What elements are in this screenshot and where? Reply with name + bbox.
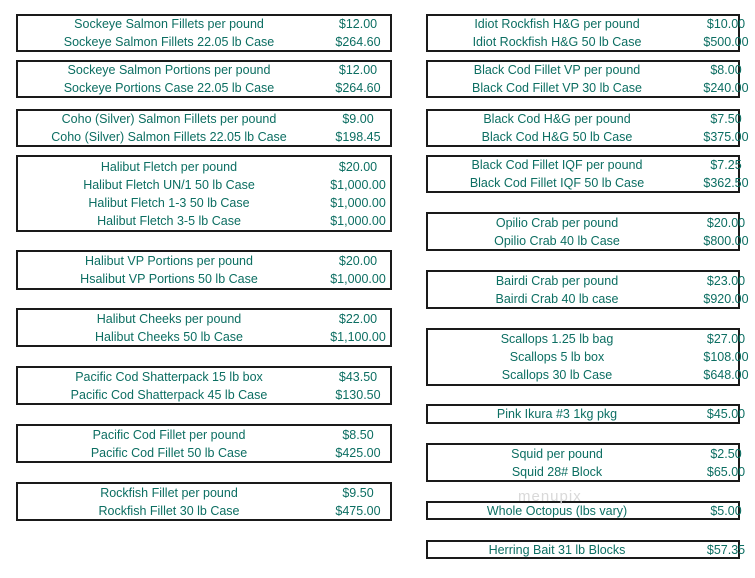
- item-name: Halibut Fletch UN/1 50 lb Case: [83, 177, 255, 192]
- item-name: Pacific Cod Fillet 50 lb Case: [90, 445, 248, 460]
- price-row: [428, 174, 749, 192]
- price-row: [428, 405, 746, 423]
- price-row: [428, 541, 746, 559]
- item-price: $57.35: [706, 542, 746, 557]
- right-price-box: [426, 270, 749, 309]
- right-price-box: [426, 60, 749, 98]
- item-price: $22.00: [338, 311, 378, 326]
- item-name: Halibut VP Portions per pound: [85, 254, 253, 268]
- item-price: $108.00: [703, 350, 749, 364]
- item-price: $9.50: [342, 485, 374, 500]
- item-name: Black Cod Fillet VP per pound: [473, 63, 641, 77]
- price-row: [428, 366, 749, 384]
- left-price-box: [16, 250, 392, 290]
- item-name: Black Cod H&G per pound: [483, 112, 631, 126]
- item-name: Sockeye Portions Case 22.05 lb Case: [63, 81, 275, 95]
- item-name: Black Cod H&G 50 lb Case: [481, 130, 633, 144]
- item-price: $8.50: [342, 427, 374, 442]
- item-price: $5.00: [710, 503, 742, 518]
- price-row: [428, 61, 742, 79]
- price-row: [18, 270, 390, 288]
- item-name: Rockfish Fillet 30 lb Case: [98, 503, 240, 518]
- item-price: $375.00: [703, 130, 749, 144]
- item-price: $264.60: [335, 35, 381, 49]
- item-price: $10.00: [706, 17, 746, 31]
- left-price-box: [16, 155, 392, 232]
- price-row: [18, 33, 390, 51]
- item-price: $240.00: [703, 81, 749, 95]
- item-name: Opilio Crab 40 lb Case: [494, 233, 620, 248]
- item-name: Halibut Fletch 1-3 50 lb Case: [88, 195, 250, 210]
- price-row: [428, 348, 749, 366]
- item-name: Bairdi Crab 40 lb case: [495, 291, 619, 306]
- item-price: $27.00: [706, 332, 746, 346]
- price-row: [428, 128, 749, 146]
- item-price: $9.00: [342, 112, 374, 126]
- left-price-box: [16, 109, 392, 147]
- item-name: Halibut Cheeks 50 lb Case: [95, 329, 243, 344]
- price-row: [18, 252, 390, 270]
- price-row: [428, 33, 749, 51]
- item-price: $8.00: [710, 63, 742, 77]
- price-row: [18, 502, 390, 520]
- left-price-box: [16, 482, 392, 521]
- item-price: $264.60: [335, 81, 381, 95]
- price-row: [428, 445, 742, 463]
- item-name: Sockeye Salmon Fillets per pound: [74, 17, 264, 31]
- item-name: Pink Ikura #3 1kg pkg: [496, 407, 618, 421]
- price-row: [18, 310, 390, 328]
- item-name: Black Cod Fillet IQF per pound: [471, 158, 643, 172]
- price-row: [428, 290, 749, 308]
- right-price-box: [426, 109, 749, 147]
- item-name: Halibut Fletch 3-5 lb Case: [97, 213, 241, 228]
- item-name: Scallops 30 lb Case: [501, 368, 613, 382]
- item-name: Idiot Rockfish H&G per pound: [474, 17, 640, 31]
- item-name: Scallops 1.25 lb bag: [500, 332, 614, 346]
- price-row: [18, 444, 390, 462]
- item-name: Halibut Fletch per pound: [100, 159, 238, 174]
- price-row: [18, 79, 390, 97]
- left-price-box: [16, 308, 392, 347]
- item-name: Squid per pound: [511, 446, 603, 461]
- item-price: $20.00: [338, 159, 378, 174]
- item-price: $45.00: [706, 407, 746, 421]
- item-name: Opilio Crab per pound: [495, 215, 619, 230]
- item-price: $12.00: [338, 63, 378, 77]
- item-name: Bairdi Crab per pound: [495, 273, 619, 288]
- price-row: [18, 386, 390, 404]
- price-row: [18, 15, 390, 33]
- price-row: [428, 330, 746, 348]
- right-price-box: [426, 14, 749, 52]
- price-row: [18, 484, 390, 502]
- right-price-box: [426, 155, 749, 193]
- price-row: [428, 232, 749, 250]
- right-price-box: [426, 328, 749, 386]
- item-price: $20.00: [706, 215, 746, 230]
- item-name: Black Cod Fillet IQF 50 lb Case: [469, 176, 645, 190]
- item-name: Pacific Cod Shatterpack 45 lb Case: [70, 387, 268, 402]
- item-price: $800.00: [703, 233, 749, 248]
- item-price: $2.50: [710, 446, 742, 461]
- price-row: [428, 110, 742, 128]
- item-name: Black Cod Fillet VP 30 lb Case: [472, 81, 642, 95]
- price-row: [18, 110, 390, 128]
- item-name: Halibut Cheeks per pound: [96, 311, 242, 326]
- item-price: $65.00: [706, 464, 746, 479]
- price-row: [428, 79, 749, 97]
- item-price: $1,100.00: [330, 329, 386, 344]
- right-price-box: [426, 501, 740, 520]
- item-name: Squid 28# Block: [511, 464, 603, 479]
- item-price: $23.00: [706, 273, 746, 288]
- left-price-box: [16, 14, 392, 52]
- right-price-box: [426, 540, 746, 559]
- item-price: $43.50: [338, 369, 378, 384]
- item-price: $648.00: [703, 368, 749, 382]
- item-name: Pacific Cod Fillet per pound: [92, 427, 246, 442]
- price-row: [428, 502, 742, 520]
- item-price: $425.00: [335, 445, 381, 460]
- price-row: [18, 426, 390, 444]
- price-row: [18, 61, 390, 79]
- price-row: [428, 15, 746, 33]
- price-row: [18, 368, 390, 386]
- price-row: [18, 158, 390, 176]
- left-price-box: [16, 424, 392, 463]
- right-price-box: [426, 443, 746, 482]
- item-name: Herring Bait 31 lb Blocks: [488, 542, 626, 557]
- item-name: Scallops 5 lb box: [509, 350, 605, 364]
- left-price-box: [16, 60, 392, 98]
- price-row: [18, 176, 390, 194]
- item-name: Hsalibut VP Portions 50 lb Case: [80, 272, 258, 286]
- item-name: Sockeye Salmon Fillets 22.05 lb Case: [63, 35, 275, 49]
- item-price: $12.00: [338, 17, 378, 31]
- item-name: Idiot Rockfish H&G 50 lb Case: [472, 35, 642, 49]
- item-price: $7.25: [710, 158, 742, 172]
- price-row: [18, 212, 390, 230]
- price-row: [18, 328, 390, 346]
- item-price: $1,000.00: [330, 272, 386, 286]
- left-price-box: [16, 366, 392, 405]
- right-price-box: [426, 404, 746, 424]
- menupix-watermark: menupix: [518, 488, 582, 505]
- item-name: Coho (Silver) Salmon Fillets per pound: [61, 112, 277, 126]
- price-row: [18, 194, 390, 212]
- price-row: [428, 272, 746, 290]
- item-name: Rockfish Fillet per pound: [100, 485, 238, 500]
- item-price: $362.50: [703, 176, 749, 190]
- item-price: $130.50: [335, 387, 381, 402]
- item-name: Whole Octopus (lbs vary): [486, 503, 628, 518]
- item-name: Coho (Silver) Salmon Fillets 22.05 lb Case: [51, 130, 287, 144]
- price-row: [428, 214, 746, 232]
- item-price: $1,000.00: [330, 177, 386, 192]
- item-price: $7.50: [710, 112, 742, 126]
- price-row: [428, 156, 742, 174]
- price-row: [18, 128, 390, 146]
- item-price: $198.45: [335, 130, 381, 144]
- item-name: Pacific Cod Shatterpack 15 lb box: [75, 369, 263, 384]
- item-price: $20.00: [338, 254, 378, 268]
- item-price: $500.00: [703, 35, 749, 49]
- price-row: [428, 463, 746, 481]
- right-price-box: [426, 212, 749, 251]
- item-price: $475.00: [335, 503, 381, 518]
- item-price: $1,000.00: [330, 213, 386, 228]
- item-price: $920.00: [703, 291, 749, 306]
- item-price: $1,000.00: [330, 195, 386, 210]
- item-name: Sockeye Salmon Portions per pound: [67, 63, 271, 77]
